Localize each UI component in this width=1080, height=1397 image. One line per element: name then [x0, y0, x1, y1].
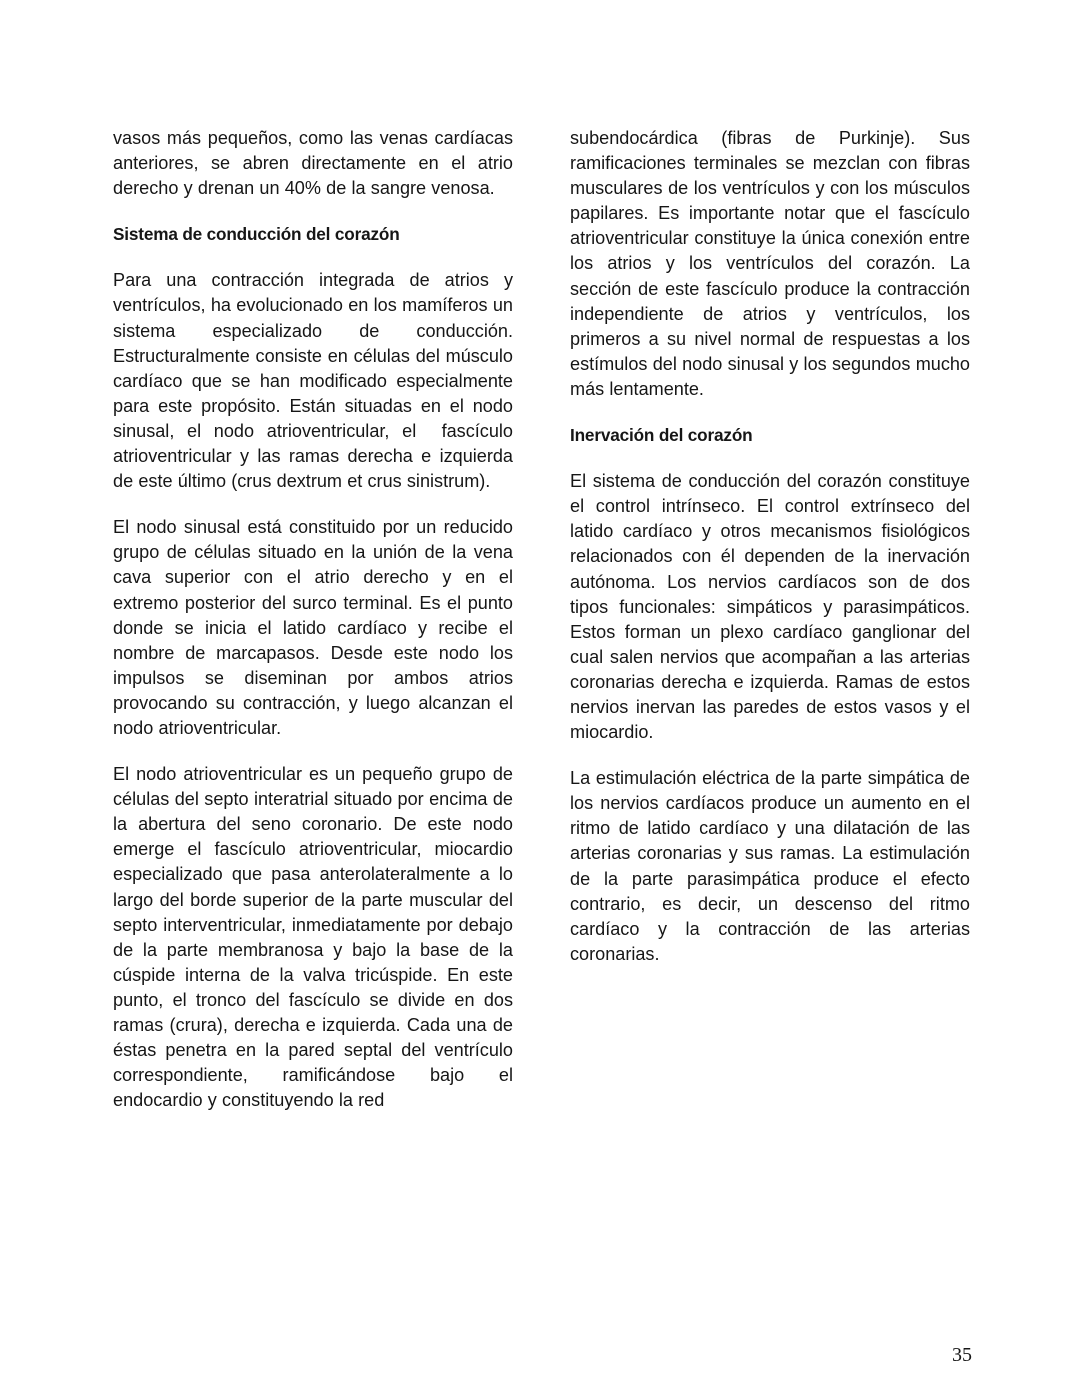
right-column: [570, 126, 976, 967]
paragraph-nodo-sinusal: El nodo sinusal está constituido por un reducido grupo de células situado en la unión de la vena cava superior con el atrio derecho y en el extremo posterior del surco terminal. Es el punto donde se inicia el latido cardíaco y recibe el nombre de marcapasos. Desde este nodo los impulsos se diseminan por ambos atrios provocando su contracción, y luego alcanzan el nodo atrioventricular.: [113, 517, 519, 738]
heading-sistema-de-conduccion: Sistema de conducción del corazón: [113, 224, 400, 245]
paragraph-fibras-de-purkinje: subendocárdica (fibras de Purkinje). Sus ramificaciones terminales se mezclan con fibras musculares de los ventrículos y con los músculos papilares. Es importante notar que el fascículo atrioventricular constituye la única conexión entre los atrios y los ventrículos del corazón. La sección de este fascículo produce la contracción independiente de atrios y ventrículos, los primeros a su nivel normal de respuestas a los estímulos del nodo sinusal y los segundos mucho más lentamente.: [570, 128, 976, 399]
two-column-text-body: [113, 126, 976, 1113]
paragraph-contraccion-integrada: Para una contracción integrada de atrios y ventrículos, ha evolucionado en los mamíferos un sistema especializado de conducción. Estructuralmente consiste en células del músculo cardíaco que se han modificado especialmente para este propósito. Están situadas en el nodo sinusal, el nodo atrioventricular, el fascículo atrioventricular y las ramas derecha e izquierda de este último (crus dextrum et crus sinistrum).: [113, 270, 519, 492]
page-number: 35: [952, 1344, 972, 1366]
left-column: [113, 126, 519, 1113]
paragraph-nodo-atrioventricular: El nodo atrioventricular es un pequeño grupo de células del septo interatrial situado por encima de la abertura del seno coronario. De este nodo emerge el fascículo atrioventricular, miocardio especializado que pasa anterolateralmente a lo largo del borde superior de la parte muscular del septo interventricular, inmediatamente por debajo de la parte membranosa y bajo la base de la cúspide interna de la valva tricúspide. En este punto, el tronco del fascículo se divide en dos ramas (crura), derecha e izquierda. Cada una de éstas penetra en la pared septal del ventrículo correspondiente, ramificándose bajo el endocardio y constituyendo la red: [113, 764, 519, 1111]
heading-inervacion-del-corazon: Inervación del corazón: [570, 425, 753, 446]
paragraph-estimulacion-electrica: La estimulación eléctrica de la parte simpática de los nervios cardíacos produce un aumento en el ritmo de latido cardíaco y una dilatación de las arterias coronarias y sus ramas. La estimulación de la parte parasimpática produce el efecto contrario, es decir, un descenso del ritmo cardíaco y la contracción de las arterias coronarias.: [570, 768, 976, 964]
paragraph-control-intrinseco: El sistema de conducción del corazón constituye el control intrínseco. El control extrínseco del latido cardíaco y otros mecanismos fisiológicos relacionados con él dependen de la inervación autónoma. Los nervios cardíacos son de dos tipos funcionales: simpáticos y parasimpáticos. Estos forman un plexo cardíaco ganglionar del cual salen nervios que acompañan a las arterias coronarias derecha e izquierda. Ramas de estos nervios inervan las paredes de estos vasos y el miocardio.: [570, 471, 976, 743]
paragraph-venas-cardiacas: vasos más pequeños, como las venas cardíacas anteriores, se abren directamente en el atrio derecho y drenan un 40% de la sangre venosa.: [113, 128, 519, 199]
